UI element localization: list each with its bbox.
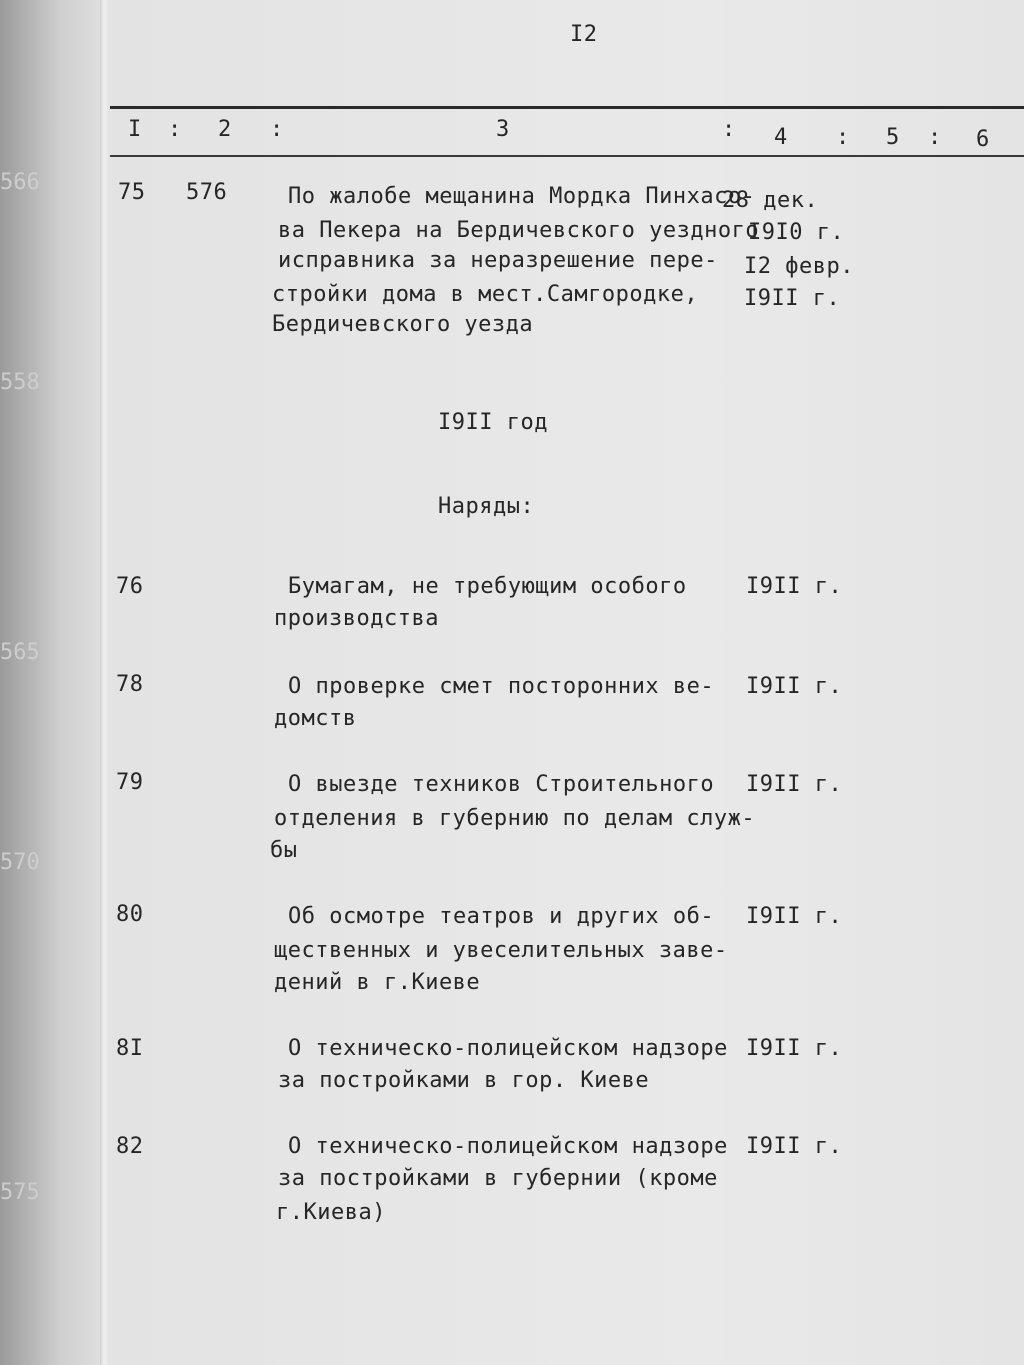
entry-number: 8I (116, 1036, 144, 1061)
col-separator: : (270, 117, 284, 142)
col-header-4: 4 (774, 125, 788, 150)
entry-date: I9II г. (746, 772, 843, 797)
entry-title-line: домств (274, 706, 357, 731)
entry-title-line: отделения в губернию по делам служ- (274, 806, 756, 831)
entry-number: 82 (116, 1134, 144, 1159)
entry-title-line: Об осмотре театров и других об- (288, 904, 715, 929)
entry-title-line: Бердичевского уезда (272, 312, 534, 337)
entry-title-line: О техническо-полицейском надзоре (288, 1134, 728, 1159)
entry-number: 76 (116, 574, 144, 599)
entry-date: I2 февр. (744, 254, 854, 279)
entry-title-line: за постройками в губернии (кроме (278, 1166, 718, 1191)
page-fold (100, 0, 108, 1365)
bleed-through-text: 565 (0, 640, 40, 665)
entry-title-line: О выезде техников Строительного (288, 772, 715, 797)
section-year: I9II год (438, 410, 548, 435)
entry-title-line: производства (274, 606, 439, 631)
entry-date: I9II г. (746, 574, 843, 599)
entry-title-line: Бумагам, не требующим особого (288, 574, 687, 599)
col-separator: : (928, 125, 942, 150)
entry-title-line: бы (270, 838, 298, 863)
entry-number: 78 (116, 672, 144, 697)
bleed-through-text: 558 (0, 370, 40, 395)
entry-title-line: стройки дома в мест.Самгородке, (272, 282, 699, 307)
col-separator: : (168, 117, 182, 142)
entry-title-line: исправника за неразрешение пере- (278, 248, 718, 273)
entry-title-line: О техническо-полицейском надзоре (288, 1036, 728, 1061)
entry-date: I9I0 г. (748, 220, 845, 245)
entry-title-line: По жалобе мещанина Мордка Пинхасо- (288, 184, 756, 209)
entry-date: 28 дек. (722, 188, 819, 213)
col-header-5: 5 (886, 125, 900, 150)
entry-date: I9II г. (746, 1036, 843, 1061)
col-header-2: 2 (218, 117, 232, 142)
entry-title-line: ва Пекера на Бердичевского уездного (278, 218, 760, 243)
col-header-6: 6 (976, 127, 990, 152)
col-separator: : (722, 117, 736, 142)
col-header-3: 3 (496, 117, 510, 142)
entry-date: I9II г. (744, 286, 841, 311)
entry-date: I9II г. (746, 1134, 843, 1159)
bleed-through-text: 575 (0, 1180, 40, 1205)
table-top-rule (110, 106, 1024, 109)
entry-title-line: щественных и увеселительных заве- (274, 938, 728, 963)
table-header-rule (110, 155, 1024, 157)
entry-title-line: за постройками в гор. Киеве (278, 1068, 650, 1093)
entry-title-line: г.Киева) (276, 1200, 386, 1225)
entry-number: 79 (116, 770, 144, 795)
bleed-through-text: 570 (0, 850, 40, 875)
col-separator: : (836, 125, 850, 150)
fund-number: 576 (186, 180, 228, 205)
col-header-1: I (128, 117, 142, 142)
page-number: I2 (570, 22, 598, 47)
bleed-through-text: 566 (0, 170, 40, 195)
entry-number: 75 (118, 180, 146, 205)
entry-number: 80 (116, 902, 144, 927)
entry-title-line: дений в г.Киеве (274, 970, 481, 995)
section-heading: Наряды: (438, 494, 535, 519)
entry-date: I9II г. (746, 904, 843, 929)
entry-date: I9II г. (746, 674, 843, 699)
entry-title-line: О проверке смет посторонних ве- (288, 674, 715, 699)
